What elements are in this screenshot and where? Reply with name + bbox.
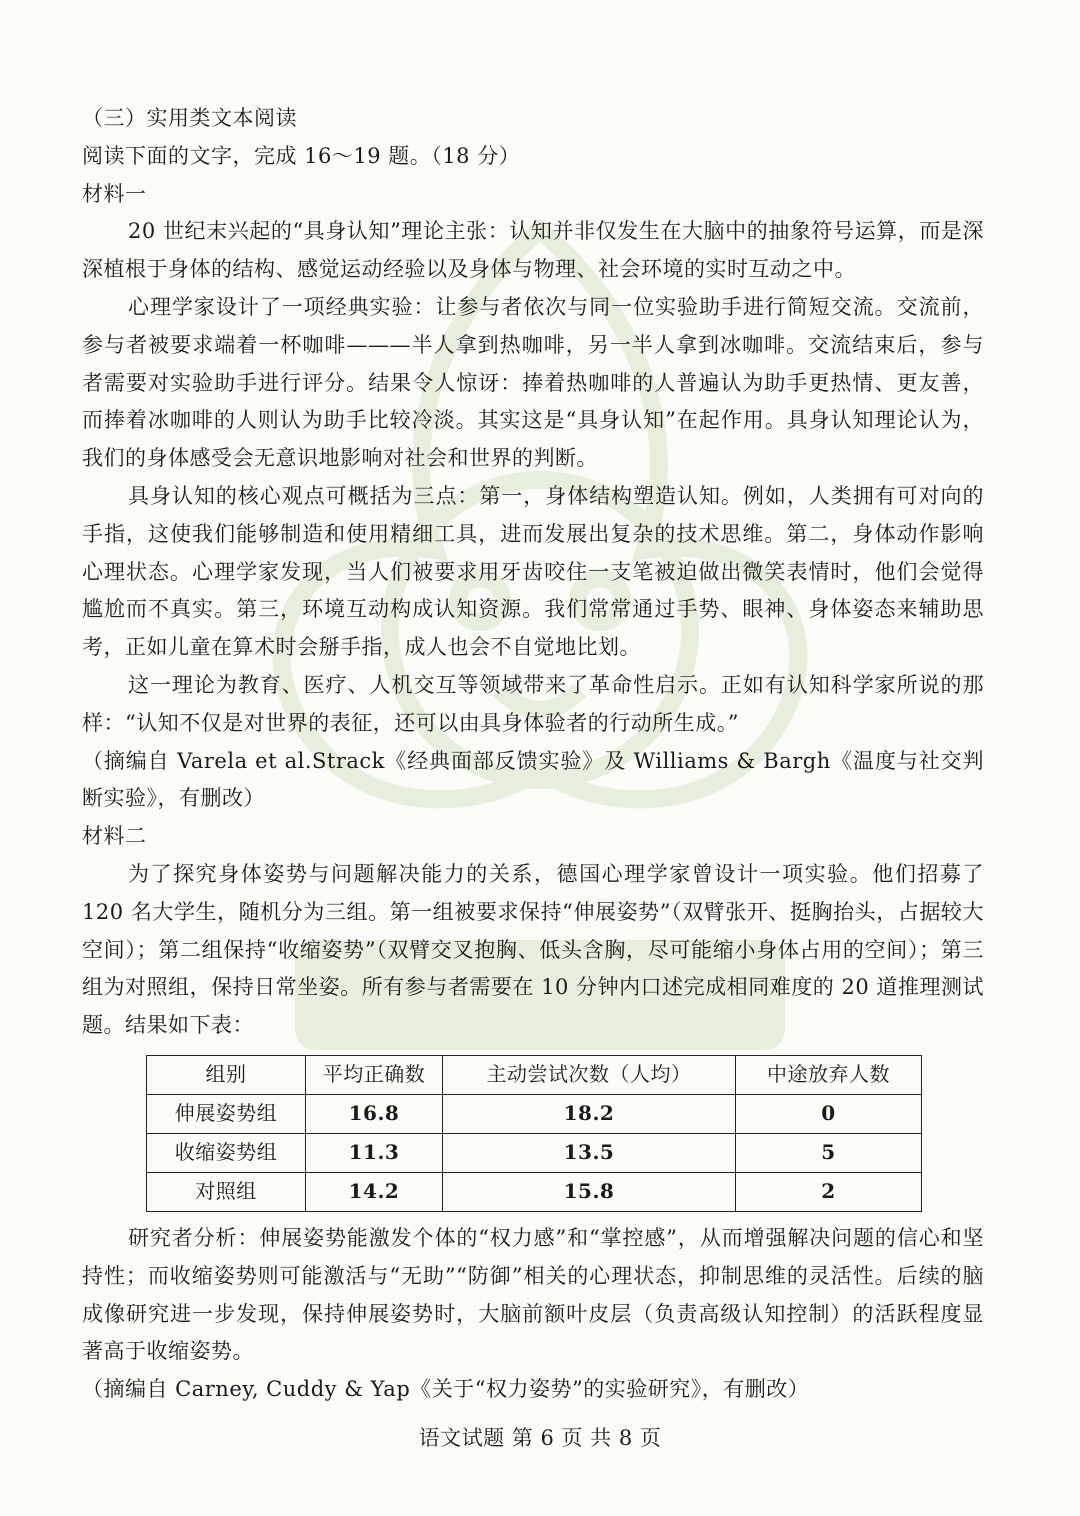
table-cell: 11.3 bbox=[306, 1133, 443, 1172]
material2-analysis: 研究者分析：伸展姿势能激发个体的“权力感”和“掌控感”，从而增强解决问题的信心和坚持性；而收缩姿势则可能激活与“无助”“防御”相关的心理状态，抑制思维的灵活性。后续的脑成像研究进一步发现，保持伸展姿势时，大脑前额叶皮层（负责高级认知控制）的活跃程度显著高于收缩姿势。 bbox=[82, 1225, 984, 1364]
table-header: 中途放弃人数 bbox=[736, 1055, 922, 1094]
table-cell: 15.8 bbox=[443, 1172, 736, 1211]
table-row bbox=[147, 1094, 922, 1133]
results-table bbox=[146, 1055, 922, 1212]
material1-paragraph: 心理学家设计了一项经典实验：让参与者依次与同一位实验助手进行简短交流。交流前，参与者被要求端着一杯咖啡———半人拿到热咖啡，另一半人拿到冰咖啡。交流结束后，参与者需要对实验助手进行评分。结果令人惊讶：捧着热咖啡的人普遍认为助手更热情、更友善，而捧着冰咖啡的人则认为助手比较冷淡。其实这是“具身认知”在起作用。具身认知理论认为，我们的身体感受会无意识地影响对社会和世界的判断。 bbox=[82, 294, 984, 471]
main-content bbox=[82, 100, 984, 1409]
table-row bbox=[147, 1172, 922, 1211]
table-cell: 18.2 bbox=[443, 1094, 736, 1133]
table-cell: 0 bbox=[736, 1094, 922, 1133]
table-header: 主动尝试次数（人均） bbox=[443, 1055, 736, 1094]
material1-paragraph: 这一理论为教育、医疗、人机交互等领域带来了革命性启示。正如有认知科学家所说的那样：“认知不仅是对世界的表征，还可以由具身体验者的行动所生成。” bbox=[82, 672, 984, 735]
table-cell-group: 收缩姿势组 bbox=[147, 1133, 306, 1172]
page-footer: 语文试题 第 6 页 共 8 页 bbox=[418, 1426, 662, 1450]
material2-heading: 材料二 bbox=[82, 824, 147, 849]
table-cell-group: 对照组 bbox=[147, 1172, 306, 1211]
table-header-row bbox=[147, 1055, 922, 1094]
table-cell: 16.8 bbox=[306, 1094, 443, 1133]
material2-intro: 为了探究身体姿势与问题解决能力的关系，德国心理学家曾设计一项实验。他们招募了 120 名大学生，随机分为三组。第一组被要求保持“伸展姿势”（双臂张开、挺胸抬头，占据较大空间）；第二组保持“收缩姿势”（双臂交叉抱胸、低头含胸，尽可能缩小身体占用的空间）；第三组为对照组，保持日常坐姿。所有参与者需要在 10 分钟内口述完成相同难度的 20 道推理测试题。结果如下表： bbox=[82, 861, 984, 1038]
material2-source: （摘编自 Carney, Cuddy & Yap《关于“权力姿势”的实验研究》，有删改） bbox=[82, 1377, 810, 1402]
table-cell: 13.5 bbox=[443, 1133, 736, 1172]
table-cell: 2 bbox=[736, 1172, 922, 1211]
material1-paragraph: 具身认知的核心观点可概括为三点：第一，身体结构塑造认知。例如，人类拥有可对向的手指，这使我们能够制造和使用精细工具，进而发展出复杂的技术思维。第二，身体动作影响心理状态。心理学家发现，当人们被要求用牙齿咬住一支笔被迫做出微笑表情时，他们会觉得尴尬而不真实。第三，环境互动构成认知资源。我们常常通过手势、眼神、身体姿态来辅助思考，正如儿童在算术时会掰手指，成人也会不自觉地比划。 bbox=[82, 483, 984, 660]
table-header: 组别 bbox=[147, 1055, 306, 1094]
section-title: （三）实用类文本阅读 bbox=[82, 106, 297, 130]
material1-source: （摘编自 Varela et al.Strack《经典面部反馈实验》及 Williams & Bargh《温度与社交判断实验》，有删改） bbox=[82, 748, 984, 811]
table-cell: 5 bbox=[736, 1133, 922, 1172]
table-cell-group: 伸展姿势组 bbox=[147, 1094, 306, 1133]
section-instruction: 阅读下面的文字，完成 16～19 题。（18 分） bbox=[82, 143, 521, 168]
table-cell: 14.2 bbox=[306, 1172, 443, 1211]
material1-paragraph: 20 世纪末兴起的“具身认知”理论主张：认知并非仅发生在大脑中的抽象符号运算，而是深深植根于身体的结构、感觉运动经验以及身体与物理、社会环境的实时互动之中。 bbox=[82, 219, 984, 282]
table-row bbox=[147, 1133, 922, 1172]
table-header: 平均正确数 bbox=[306, 1055, 443, 1094]
material1-heading: 材料一 bbox=[82, 181, 147, 206]
